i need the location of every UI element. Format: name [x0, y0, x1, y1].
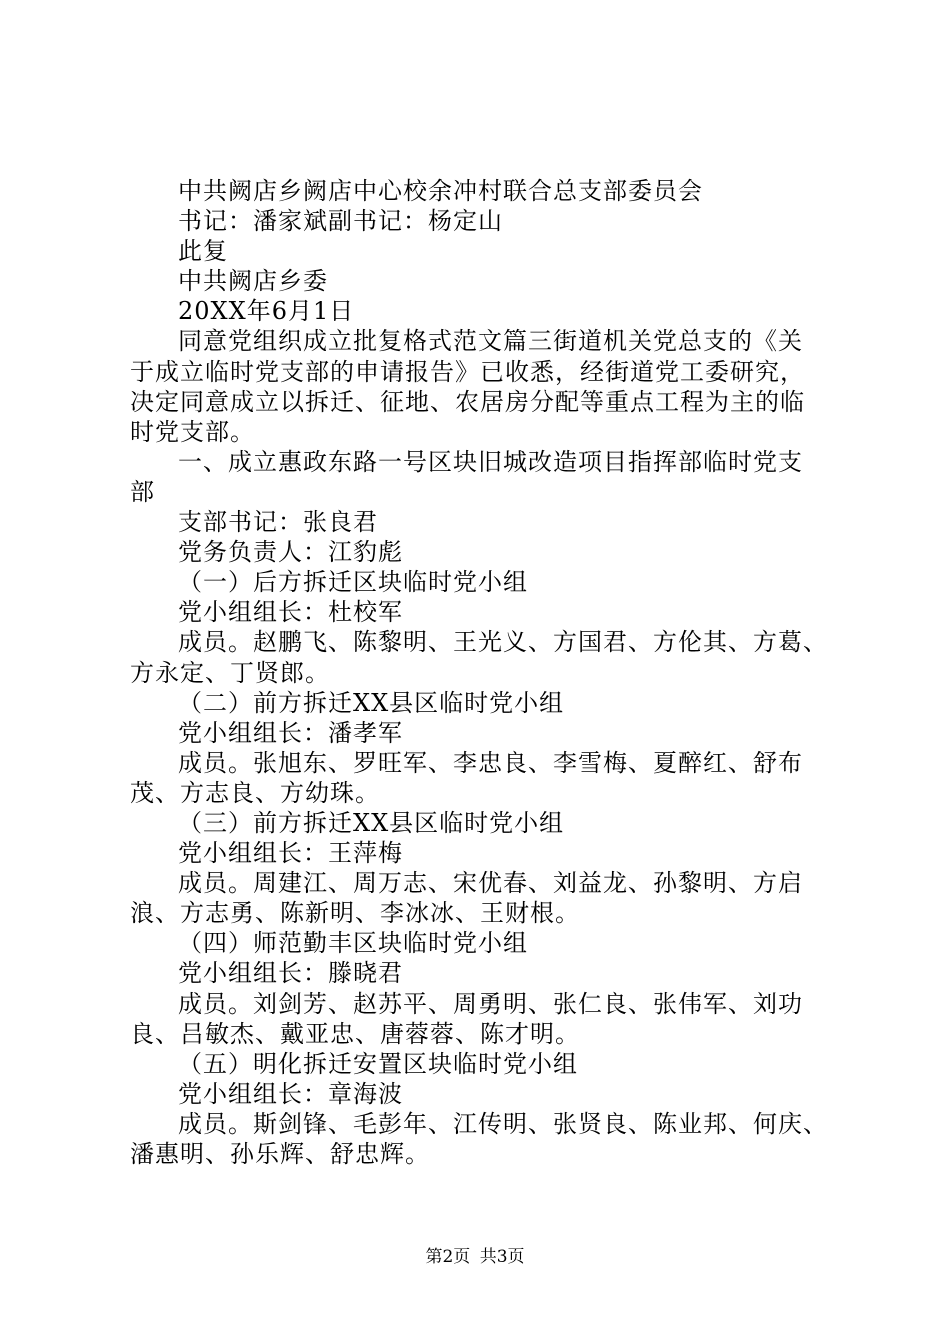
text-line: 支部书记：张良君 — [178, 508, 378, 537]
text-line: 党务负责人：江豹彪 — [178, 538, 403, 567]
text-line: 方永定、丁贤郎。 — [130, 658, 330, 687]
text-line: 浪、方志勇、陈新明、李冰冰、王财根。 — [130, 899, 580, 928]
text-line: （四）师范勤丰区块临时党小组 — [178, 929, 528, 958]
text-line: 于成立临时党支部的申请报告》已收悉，经街道党工委研究， — [130, 357, 805, 386]
text-line: 党小组组长：章海波 — [178, 1079, 403, 1108]
text-line: （一）后方拆迁区块临时党小组 — [178, 568, 528, 597]
text-line: 成员。周建江、周万志、宋优春、刘益龙、孙黎明、方启 — [178, 869, 803, 898]
text-line: 成员。张旭东、罗旺军、李忠良、李雪梅、夏醉红、舒布 — [178, 748, 803, 777]
page-total: 共3页 — [479, 1247, 525, 1267]
page-footer — [0, 1242, 950, 1267]
text-line: 部 — [130, 477, 155, 506]
text-line: 党小组组长：滕晓君 — [178, 959, 403, 988]
text-line: 20XX年6月1日 — [178, 297, 355, 326]
text-line: 党小组组长：杜校军 — [178, 598, 403, 627]
text-line: 中共阙店乡阙店中心校余冲村联合总支部委员会 — [178, 177, 703, 205]
text-line: 书记：潘家斌副书记：杨定山 — [178, 207, 503, 236]
text-line: 党小组组长：王萍梅 — [178, 839, 403, 868]
text-line: 此复 — [178, 237, 228, 266]
page-number: 第2页 — [425, 1247, 471, 1267]
text-line: 中共阙店乡委 — [178, 267, 328, 296]
text-line: 党小组组长：潘孝军 — [178, 718, 403, 747]
text-line: 成员。斯剑锋、毛彭年、江传明、张贤良、陈业邦、何庆、 — [178, 1109, 828, 1138]
text-line: 时党支部。 — [130, 417, 255, 446]
text-line: 潘惠明、孙乐辉、舒忠辉。 — [130, 1140, 430, 1168]
text-line: （五）明化拆迁安置区块临时党小组 — [178, 1049, 578, 1078]
text-line: 同意党组织成立批复格式范文篇三街道机关党总支的《关 — [178, 327, 803, 356]
text-line: （二）前方拆迁XX县区临时党小组 — [178, 688, 565, 717]
text-line: （三）前方拆迁XX县区临时党小组 — [178, 808, 565, 837]
text-line: 茂、方志良、方幼珠。 — [130, 778, 380, 807]
document-body — [130, 176, 830, 1169]
text-line: 良、吕敏杰、戴亚忠、唐蓉蓉、陈才明。 — [130, 1019, 580, 1048]
text-line: 一、成立惠政东路一号区块旧城改造项目指挥部临时党支 — [178, 447, 803, 476]
text-line: 成员。赵鹏飞、陈黎明、王光义、方国君、方伦其、方葛、 — [178, 628, 828, 657]
text-line: 决定同意成立以拆迁、征地、农居房分配等重点工程为主的临 — [130, 387, 805, 416]
text-line: 成员。刘剑芳、赵苏平、周勇明、张仁良、张伟军、刘功 — [178, 989, 803, 1018]
